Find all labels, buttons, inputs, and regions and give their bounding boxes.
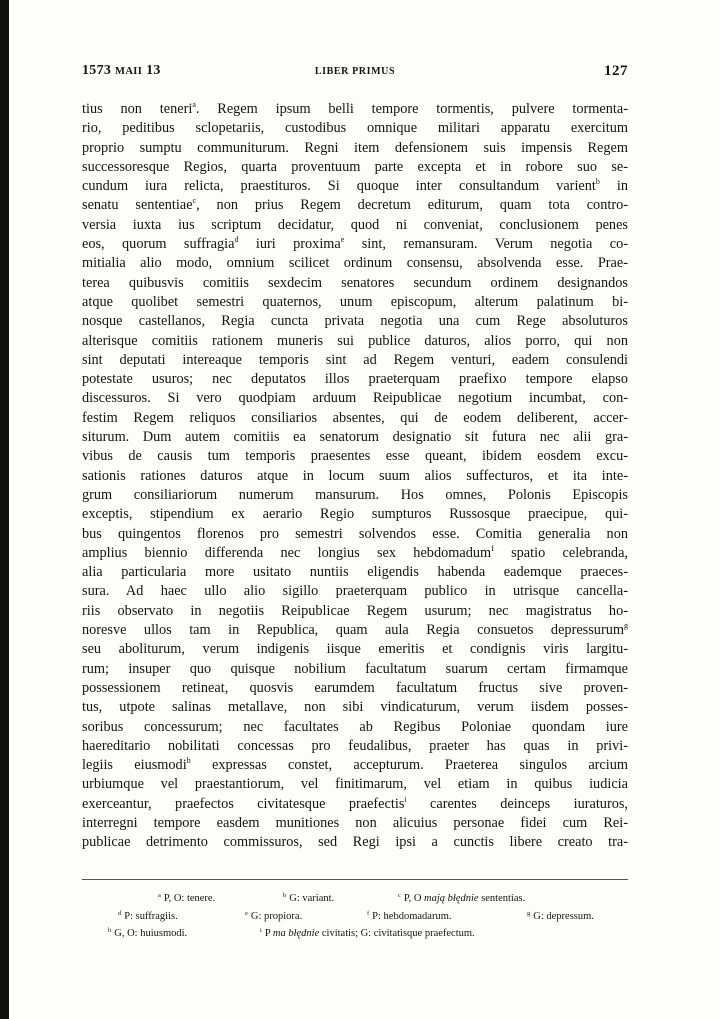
footnote-marker: i xyxy=(404,794,407,804)
footnote-text: G: propiora. xyxy=(250,910,303,922)
footnote-text: G: variant. xyxy=(289,893,335,904)
text-segment: proprio sumptu communiturum. Regni item defensionem suis impensis Regem xyxy=(82,139,628,156)
footnote-letter: d xyxy=(118,909,122,917)
text-line xyxy=(82,582,628,601)
footnote-letter: i xyxy=(260,927,262,934)
text-line xyxy=(82,602,628,621)
footnote-text: P: hebdomadarum. xyxy=(372,910,452,922)
footnote-marker: e xyxy=(340,235,345,245)
text-segment: terea quibusvis comitiis sexdecim senatores secundum ordinem designandos xyxy=(82,274,628,291)
text-segment: potestate usuros; nec deputatos illos praeterquam praefixo tempore elapso xyxy=(82,371,628,388)
header-month: MAII xyxy=(115,66,143,77)
footnote-entry xyxy=(527,908,594,926)
text-line xyxy=(82,640,628,659)
footnote-entry xyxy=(108,925,187,943)
footnote-marker: h xyxy=(186,756,191,766)
text-line xyxy=(82,351,628,370)
page-number: 127 xyxy=(604,63,628,79)
text-segment: carentes deinceps iuraturos, xyxy=(406,795,628,812)
text-segment: sint, remansuram. Verum negotia co- xyxy=(344,236,629,253)
text-line xyxy=(82,775,628,794)
text-segment: mitialia alio modo, omnium scilicet ordinum consensu, absolvenda esse. Prae- xyxy=(82,255,628,272)
text-line xyxy=(82,447,628,466)
footnote-marker: g xyxy=(624,621,628,631)
footnote-letter: e xyxy=(245,909,248,917)
header-day: 13 xyxy=(146,63,161,78)
header-year: 1573 xyxy=(82,63,112,78)
text-line xyxy=(82,389,628,408)
text-line xyxy=(82,312,628,331)
footnotes xyxy=(100,890,630,943)
text-line xyxy=(82,698,628,717)
text-line xyxy=(82,833,628,852)
footnote-letter: g xyxy=(527,909,531,917)
text-line xyxy=(82,525,628,544)
text-segment: discessuros. Si vero quodpiam arduum Reipublicae negotium incumbat, con- xyxy=(82,390,628,407)
footnote-text: P: suffragiis. xyxy=(124,910,178,922)
text-segment: haereditario nobilitati concessas pro feudalibus, praeter has quas in privi- xyxy=(82,737,628,754)
text-segment: eos, quorum suffragia xyxy=(82,236,235,253)
text-segment: urbiumque vel praestantiorum, vel finitimarum, vel etiam in quibus iudicia xyxy=(82,776,628,793)
text-segment: , non prius Regem decretum editurum, quam tota contro- xyxy=(196,197,628,214)
text-line xyxy=(82,660,628,679)
text-segment: noresve ullos tam in Republica, quam aula Regia consuetos depressurum xyxy=(82,622,624,639)
text-segment: atque quolibet semestri quaternos, unum episcopum, alterum palatinum bi- xyxy=(82,293,628,310)
text-line xyxy=(82,621,628,640)
text-segment: soribus concessurum; nec facultates ab Regibus Poloniae quondam iure xyxy=(82,718,628,735)
header-title: LIBER PRIMUS xyxy=(314,66,396,77)
text-segment: alterisque comitiis rationem muneris sui publice daturos, alios porro, qui non xyxy=(82,332,628,349)
text-line xyxy=(82,119,628,138)
text-line xyxy=(82,814,628,833)
footnote-entry xyxy=(158,890,215,908)
text-line xyxy=(82,486,628,505)
text-segment: successoresque Regios, quarta proventuum parte excepta et in robore suo se- xyxy=(82,158,628,175)
text-line xyxy=(82,254,628,273)
text-line xyxy=(82,158,628,177)
footnote-text: G, O: huiusmodi. xyxy=(114,928,188,939)
text-line xyxy=(82,505,628,524)
text-segment: sura. Ad haec ullo alio sigillo praeterquam publico in utrisque cancella- xyxy=(82,583,628,600)
text-segment: expressas constet, accepturum. Praeterea singulos arcium xyxy=(190,757,629,774)
text-segment: possessionem retineat, quosvis earumdem facultatum fructus sive proven- xyxy=(82,679,628,696)
text-segment: versia iuxta ius scriptum decidatur, quod ni conveniat, conclusionem penes xyxy=(82,216,628,233)
text-segment: tius non teneri xyxy=(82,101,193,117)
text-segment: interregni tempore easdem munitiones non alicuius personae fidei cum Rei- xyxy=(82,814,628,831)
footnote-marker: f xyxy=(491,543,494,553)
main-text xyxy=(82,100,628,853)
footnote-italic: ma błędnie xyxy=(272,928,320,939)
text-line xyxy=(82,679,628,698)
text-line xyxy=(82,293,628,312)
footnote-text: civitatis; G: civitatisque praefectum. xyxy=(319,928,475,939)
text-line xyxy=(82,139,628,158)
text-line xyxy=(82,756,628,775)
text-segment: exerceantur, praefectos civitatesque praefectis xyxy=(82,795,405,812)
text-segment: alia particularia more usitato nuntiis eligendis habenda eademque praeces- xyxy=(82,564,628,581)
footnote-entry xyxy=(367,908,452,926)
text-segment: siturum. Dum autem comitiis ea senatorum designatio sit futura nec alii gra- xyxy=(82,429,628,446)
footnote-letter: a xyxy=(158,892,161,899)
text-segment: . Regem ipsum belli tempore tormentis, pulvere tormenta- xyxy=(195,101,628,117)
book-spine-edge xyxy=(0,0,9,1019)
text-line xyxy=(82,737,628,756)
text-segment: rio, peditibus sclopetariis, custodibus omnique militari apparatu exercitum xyxy=(82,120,628,137)
footnote-letter: f xyxy=(367,909,370,917)
footnote-marker: a xyxy=(192,100,196,109)
text-line xyxy=(82,718,628,737)
text-segment: riis observato in negotiis Reipublicae Regem usurum; nec magistratus ho- xyxy=(82,602,628,619)
text-line xyxy=(82,332,628,351)
footnote-entry xyxy=(260,925,475,943)
text-segment: tus, utpote salinas metallave, non sibi vindicaturum, verum iisdem posses- xyxy=(82,699,628,716)
footnote-entry xyxy=(118,908,178,926)
text-segment: in xyxy=(599,178,629,195)
text-segment: exceptis, stipendium ex aerario Regio sumpturos Russosque praecipue, qui- xyxy=(82,506,628,523)
text-line xyxy=(82,544,628,563)
text-segment: bus quingentos florenos pro semestri solvendos esse. Comitia generalia non xyxy=(82,525,628,542)
footnote-separator xyxy=(82,879,628,880)
text-segment: rum; insuper quo quisque nobilium facultatum suarum certam firmamque xyxy=(82,660,628,677)
footnote-row xyxy=(100,890,630,908)
text-segment: festim Regem reliquos consiliarios absentes, qui de eodem deliberent, accer- xyxy=(82,409,628,426)
footnote-letter: h xyxy=(108,927,112,934)
footnote-italic: mają błędnie xyxy=(424,893,479,904)
footnote-entry xyxy=(283,890,334,908)
text-segment: amplius biennio differenda nec longius sex hebdomadum xyxy=(82,544,492,561)
text-line xyxy=(82,370,628,389)
text-segment: cundum iura relicta, praestituros. Si quoque inter consultandum varient xyxy=(82,178,596,195)
text-segment: seu aboliturum, verum indigenis iisque emeritis et condignis viris largitu- xyxy=(82,641,628,658)
text-line xyxy=(82,100,628,119)
footnote-entry xyxy=(245,908,302,926)
text-line xyxy=(82,467,628,486)
text-segment: sint deputati intereaque temporis sint ad Regem venturi, eadem consulendi xyxy=(82,351,628,368)
text-line xyxy=(82,795,628,814)
footnote-letter: c xyxy=(398,892,401,899)
text-line xyxy=(82,274,628,293)
footnote-text: sententias. xyxy=(478,893,526,904)
footnote-entry xyxy=(398,890,525,908)
text-segment: senatu sententiae xyxy=(82,197,193,214)
footnote-marker: b xyxy=(595,177,600,187)
text-line xyxy=(82,196,628,215)
text-line xyxy=(82,216,628,235)
footnote-row xyxy=(100,925,630,943)
footnote-text: P, O xyxy=(403,893,425,904)
text-segment: spatio celebranda, xyxy=(493,544,629,561)
footnote-text: G: depressum. xyxy=(533,910,594,922)
footnote-letter: b xyxy=(283,892,287,899)
text-segment: publicae detrimento commissuros, sed Regi ipsi a cunctis libere creato tra- xyxy=(82,834,628,851)
text-line xyxy=(82,409,628,428)
footnote-row xyxy=(100,908,630,926)
text-line xyxy=(82,563,628,582)
text-line xyxy=(82,428,628,447)
footnote-text: P xyxy=(264,928,273,939)
text-segment: nosque castellanos, Regia cuncta privata negotia una cum Rege absoluturos xyxy=(82,313,628,330)
footnote-marker: d xyxy=(234,235,239,245)
text-segment: grum consiliariorum numerum mansurum. Hos omnes, Polonis Episcopis xyxy=(82,486,628,503)
footnote-marker: c xyxy=(192,196,197,206)
text-segment: vibus de causis tum temporis praesentes esse queant, ibidem eosdem excu- xyxy=(82,448,628,465)
footnote-text: P, O: tenere. xyxy=(163,893,216,904)
text-segment: sationis rationes daturos atque in locum suum alios suffecturos, et ita inte- xyxy=(82,467,628,484)
text-segment: legiis eiusmodi xyxy=(82,757,187,774)
text-line xyxy=(82,177,628,196)
text-line xyxy=(82,235,628,254)
text-segment: iuri proxima xyxy=(238,236,341,253)
running-header xyxy=(82,63,628,85)
